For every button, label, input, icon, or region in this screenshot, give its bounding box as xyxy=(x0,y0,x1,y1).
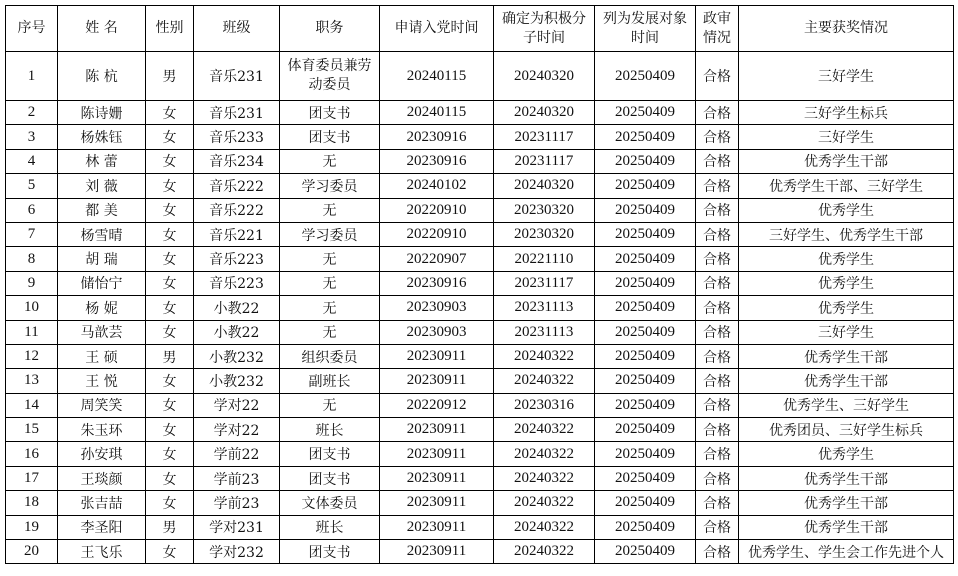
cell-activist-date: 20240322 xyxy=(494,540,595,564)
header-name: 姓 名 xyxy=(58,6,146,52)
cell-awards: 优秀学生干部 xyxy=(739,369,954,393)
cell-class: 小教232 xyxy=(194,344,280,368)
cell-class: 音乐222 xyxy=(194,198,280,222)
cell-awards: 优秀学生干部 xyxy=(739,491,954,515)
cell-candidate-date: 20250409 xyxy=(595,247,696,271)
cell-awards: 优秀学生干部 xyxy=(739,149,954,173)
cell-index: 10 xyxy=(6,296,58,320)
cell-review: 合格 xyxy=(696,247,739,271)
cell-candidate-date: 20250409 xyxy=(595,466,696,490)
cell-activist-date: 20240322 xyxy=(494,466,595,490)
table-row xyxy=(6,52,954,101)
cell-class: 学前23 xyxy=(194,491,280,515)
cell-review: 合格 xyxy=(696,466,739,490)
cell-review: 合格 xyxy=(696,515,739,539)
cell-class: 学前22 xyxy=(194,442,280,466)
cell-candidate-date: 20250409 xyxy=(595,222,696,246)
cell-index: 13 xyxy=(6,369,58,393)
cell-index: 19 xyxy=(6,515,58,539)
cell-position: 团支书 xyxy=(280,101,380,125)
cell-name: 朱玉环 xyxy=(58,418,146,442)
cell-awards: 三好学生 xyxy=(739,52,954,101)
cell-activist-date: 20240322 xyxy=(494,515,595,539)
cell-position: 文体委员 xyxy=(280,491,380,515)
cell-index: 8 xyxy=(6,247,58,271)
table-row xyxy=(6,320,954,344)
cell-candidate-date: 20250409 xyxy=(595,52,696,101)
table-row xyxy=(6,515,954,539)
cell-class: 音乐223 xyxy=(194,247,280,271)
table-row xyxy=(6,418,954,442)
cell-awards: 三好学生 xyxy=(739,125,954,149)
cell-gender: 女 xyxy=(146,418,194,442)
cell-activist-date: 20240322 xyxy=(494,491,595,515)
cell-apply-date: 20230916 xyxy=(380,125,494,149)
cell-apply-date: 20230911 xyxy=(380,442,494,466)
cell-awards: 优秀学生、三好学生 xyxy=(739,393,954,417)
cell-review: 合格 xyxy=(696,540,739,564)
table-row xyxy=(6,174,954,198)
cell-gender: 女 xyxy=(146,222,194,246)
cell-index: 4 xyxy=(6,149,58,173)
cell-apply-date: 20240102 xyxy=(380,174,494,198)
cell-name: 马歆芸 xyxy=(58,320,146,344)
cell-review: 合格 xyxy=(696,222,739,246)
table-row xyxy=(6,247,954,271)
cell-class: 学对232 xyxy=(194,540,280,564)
cell-review: 合格 xyxy=(696,320,739,344)
cell-index: 5 xyxy=(6,174,58,198)
cell-name: 王飞乐 xyxy=(58,540,146,564)
cell-awards: 优秀学生 xyxy=(739,296,954,320)
cell-review: 合格 xyxy=(696,174,739,198)
cell-candidate-date: 20250409 xyxy=(595,198,696,222)
cell-apply-date: 20220907 xyxy=(380,247,494,271)
cell-candidate-date: 20250409 xyxy=(595,344,696,368)
cell-candidate-date: 20250409 xyxy=(595,540,696,564)
cell-activist-date: 20240320 xyxy=(494,52,595,101)
cell-activist-date: 20230320 xyxy=(494,222,595,246)
cell-review: 合格 xyxy=(696,125,739,149)
cell-name: 刘 薇 xyxy=(58,174,146,198)
cell-activist-date: 20231117 xyxy=(494,149,595,173)
cell-class: 学对22 xyxy=(194,418,280,442)
header-apply-date: 申请入党时间 xyxy=(380,6,494,52)
cell-activist-date: 20230316 xyxy=(494,393,595,417)
cell-candidate-date: 20250409 xyxy=(595,515,696,539)
cell-awards: 优秀学生干部、三好学生 xyxy=(739,174,954,198)
cell-awards: 优秀学生、学生会工作先进个人 xyxy=(739,540,954,564)
cell-position: 班长 xyxy=(280,418,380,442)
cell-apply-date: 20230903 xyxy=(380,296,494,320)
cell-index: 14 xyxy=(6,393,58,417)
cell-gender: 男 xyxy=(146,515,194,539)
candidate-table xyxy=(5,5,954,564)
table-row xyxy=(6,540,954,564)
cell-apply-date: 20230911 xyxy=(380,491,494,515)
cell-name: 王 悦 xyxy=(58,369,146,393)
cell-index: 16 xyxy=(6,442,58,466)
cell-awards: 优秀学生 xyxy=(739,247,954,271)
cell-index: 11 xyxy=(6,320,58,344)
cell-class: 学对22 xyxy=(194,393,280,417)
cell-activist-date: 20240322 xyxy=(494,369,595,393)
cell-index: 1 xyxy=(6,52,58,101)
cell-gender: 女 xyxy=(146,198,194,222)
cell-review: 合格 xyxy=(696,198,739,222)
header-gender: 性别 xyxy=(146,6,194,52)
cell-name: 孙安琪 xyxy=(58,442,146,466)
cell-apply-date: 20230911 xyxy=(380,466,494,490)
cell-position: 团支书 xyxy=(280,442,380,466)
table-row xyxy=(6,198,954,222)
table-row xyxy=(6,369,954,393)
cell-index: 15 xyxy=(6,418,58,442)
cell-apply-date: 20230916 xyxy=(380,149,494,173)
cell-activist-date: 20240322 xyxy=(494,418,595,442)
cell-gender: 女 xyxy=(146,540,194,564)
table-row xyxy=(6,442,954,466)
cell-gender: 女 xyxy=(146,125,194,149)
cell-position: 团支书 xyxy=(280,466,380,490)
cell-position: 无 xyxy=(280,247,380,271)
table-row xyxy=(6,222,954,246)
header-awards: 主要获奖情况 xyxy=(739,6,954,52)
cell-awards: 优秀学生 xyxy=(739,198,954,222)
cell-name: 王 硕 xyxy=(58,344,146,368)
cell-class: 音乐234 xyxy=(194,149,280,173)
cell-gender: 女 xyxy=(146,442,194,466)
cell-activist-date: 20231113 xyxy=(494,296,595,320)
cell-index: 3 xyxy=(6,125,58,149)
cell-class: 小教22 xyxy=(194,296,280,320)
cell-awards: 优秀学生干部 xyxy=(739,515,954,539)
cell-position: 无 xyxy=(280,198,380,222)
cell-gender: 女 xyxy=(146,393,194,417)
cell-candidate-date: 20250409 xyxy=(595,442,696,466)
cell-position: 无 xyxy=(280,320,380,344)
cell-name: 都 美 xyxy=(58,198,146,222)
cell-apply-date: 20220910 xyxy=(380,222,494,246)
cell-index: 9 xyxy=(6,271,58,295)
cell-review: 合格 xyxy=(696,393,739,417)
cell-candidate-date: 20250409 xyxy=(595,174,696,198)
cell-apply-date: 20230911 xyxy=(380,418,494,442)
cell-apply-date: 20230916 xyxy=(380,271,494,295)
cell-name: 胡 瑞 xyxy=(58,247,146,271)
cell-review: 合格 xyxy=(696,296,739,320)
cell-apply-date: 20240115 xyxy=(380,101,494,125)
cell-apply-date: 20230911 xyxy=(380,540,494,564)
cell-position: 班长 xyxy=(280,515,380,539)
cell-index: 12 xyxy=(6,344,58,368)
cell-review: 合格 xyxy=(696,101,739,125)
cell-index: 17 xyxy=(6,466,58,490)
cell-activist-date: 20240322 xyxy=(494,442,595,466)
cell-awards: 优秀团员、三好学生标兵 xyxy=(739,418,954,442)
cell-name: 李圣阳 xyxy=(58,515,146,539)
cell-position: 体育委员兼劳动委员 xyxy=(280,52,380,101)
cell-gender: 女 xyxy=(146,101,194,125)
table-row xyxy=(6,125,954,149)
cell-name: 杨姝钰 xyxy=(58,125,146,149)
cell-awards: 优秀学生 xyxy=(739,271,954,295)
cell-apply-date: 20240115 xyxy=(380,52,494,101)
table-row xyxy=(6,296,954,320)
header-candidate-date: 列为发展对象时间 xyxy=(595,6,696,52)
cell-awards: 优秀学生 xyxy=(739,442,954,466)
cell-class: 学对231 xyxy=(194,515,280,539)
cell-gender: 女 xyxy=(146,296,194,320)
cell-candidate-date: 20250409 xyxy=(595,101,696,125)
cell-name: 张吉喆 xyxy=(58,491,146,515)
cell-review: 合格 xyxy=(696,149,739,173)
cell-apply-date: 20230911 xyxy=(380,369,494,393)
cell-apply-date: 20220910 xyxy=(380,198,494,222)
table-row xyxy=(6,393,954,417)
cell-gender: 女 xyxy=(146,149,194,173)
cell-awards: 三好学生标兵 xyxy=(739,101,954,125)
cell-activist-date: 20221110 xyxy=(494,247,595,271)
cell-activist-date: 20231117 xyxy=(494,271,595,295)
header-activist-date: 确定为积极分子时间 xyxy=(494,6,595,52)
cell-class: 音乐231 xyxy=(194,101,280,125)
cell-gender: 女 xyxy=(146,466,194,490)
table-row xyxy=(6,149,954,173)
cell-activist-date: 20231117 xyxy=(494,125,595,149)
cell-candidate-date: 20250409 xyxy=(595,125,696,149)
cell-class: 音乐233 xyxy=(194,125,280,149)
cell-gender: 男 xyxy=(146,52,194,101)
cell-position: 团支书 xyxy=(280,125,380,149)
cell-class: 音乐223 xyxy=(194,271,280,295)
cell-gender: 男 xyxy=(146,344,194,368)
cell-awards: 三好学生 xyxy=(739,320,954,344)
header-review: 政审情况 xyxy=(696,6,739,52)
cell-activist-date: 20230320 xyxy=(494,198,595,222)
cell-activist-date: 20240320 xyxy=(494,101,595,125)
cell-review: 合格 xyxy=(696,344,739,368)
header-class: 班级 xyxy=(194,6,280,52)
cell-name: 王琰颜 xyxy=(58,466,146,490)
cell-position: 副班长 xyxy=(280,369,380,393)
cell-activist-date: 20240320 xyxy=(494,174,595,198)
cell-candidate-date: 20250409 xyxy=(595,271,696,295)
cell-position: 无 xyxy=(280,393,380,417)
cell-gender: 女 xyxy=(146,247,194,271)
table-row xyxy=(6,344,954,368)
cell-apply-date: 20230911 xyxy=(380,344,494,368)
cell-position: 无 xyxy=(280,271,380,295)
cell-review: 合格 xyxy=(696,418,739,442)
cell-candidate-date: 20250409 xyxy=(595,369,696,393)
table-body xyxy=(6,52,954,564)
cell-class: 音乐231 xyxy=(194,52,280,101)
table-row xyxy=(6,271,954,295)
cell-index: 7 xyxy=(6,222,58,246)
cell-awards: 三好学生、优秀学生干部 xyxy=(739,222,954,246)
cell-class: 小教22 xyxy=(194,320,280,344)
cell-class: 音乐221 xyxy=(194,222,280,246)
header-position: 职务 xyxy=(280,6,380,52)
cell-candidate-date: 20250409 xyxy=(595,393,696,417)
cell-apply-date: 20230911 xyxy=(380,515,494,539)
header-index: 序号 xyxy=(6,6,58,52)
cell-position: 学习委员 xyxy=(280,222,380,246)
table-row xyxy=(6,101,954,125)
cell-candidate-date: 20250409 xyxy=(595,149,696,173)
cell-review: 合格 xyxy=(696,491,739,515)
cell-activist-date: 20231113 xyxy=(494,320,595,344)
cell-candidate-date: 20250409 xyxy=(595,491,696,515)
cell-gender: 女 xyxy=(146,320,194,344)
table-row xyxy=(6,466,954,490)
cell-awards: 优秀学生干部 xyxy=(739,466,954,490)
cell-candidate-date: 20250409 xyxy=(595,296,696,320)
cell-position: 学习委员 xyxy=(280,174,380,198)
cell-class: 学前23 xyxy=(194,466,280,490)
cell-class: 音乐222 xyxy=(194,174,280,198)
cell-position: 无 xyxy=(280,149,380,173)
cell-gender: 女 xyxy=(146,174,194,198)
cell-name: 林 蕾 xyxy=(58,149,146,173)
cell-index: 20 xyxy=(6,540,58,564)
cell-position: 无 xyxy=(280,296,380,320)
cell-position: 团支书 xyxy=(280,540,380,564)
cell-candidate-date: 20250409 xyxy=(595,418,696,442)
cell-apply-date: 20230903 xyxy=(380,320,494,344)
cell-name: 陈诗姗 xyxy=(58,101,146,125)
cell-review: 合格 xyxy=(696,271,739,295)
cell-name: 储怡宁 xyxy=(58,271,146,295)
cell-index: 2 xyxy=(6,101,58,125)
cell-review: 合格 xyxy=(696,442,739,466)
cell-activist-date: 20240322 xyxy=(494,344,595,368)
cell-review: 合格 xyxy=(696,52,739,101)
table-header xyxy=(6,6,954,52)
header-row xyxy=(6,6,954,52)
cell-gender: 女 xyxy=(146,271,194,295)
cell-name: 陈 杭 xyxy=(58,52,146,101)
cell-class: 小教232 xyxy=(194,369,280,393)
cell-name: 周笑笑 xyxy=(58,393,146,417)
cell-candidate-date: 20250409 xyxy=(595,320,696,344)
cell-index: 6 xyxy=(6,198,58,222)
cell-review: 合格 xyxy=(696,369,739,393)
cell-name: 杨雪晴 xyxy=(58,222,146,246)
cell-gender: 女 xyxy=(146,491,194,515)
cell-awards: 优秀学生干部 xyxy=(739,344,954,368)
table-row xyxy=(6,491,954,515)
cell-apply-date: 20220912 xyxy=(380,393,494,417)
cell-position: 组织委员 xyxy=(280,344,380,368)
cell-gender: 女 xyxy=(146,369,194,393)
cell-index: 18 xyxy=(6,491,58,515)
cell-name: 杨 妮 xyxy=(58,296,146,320)
